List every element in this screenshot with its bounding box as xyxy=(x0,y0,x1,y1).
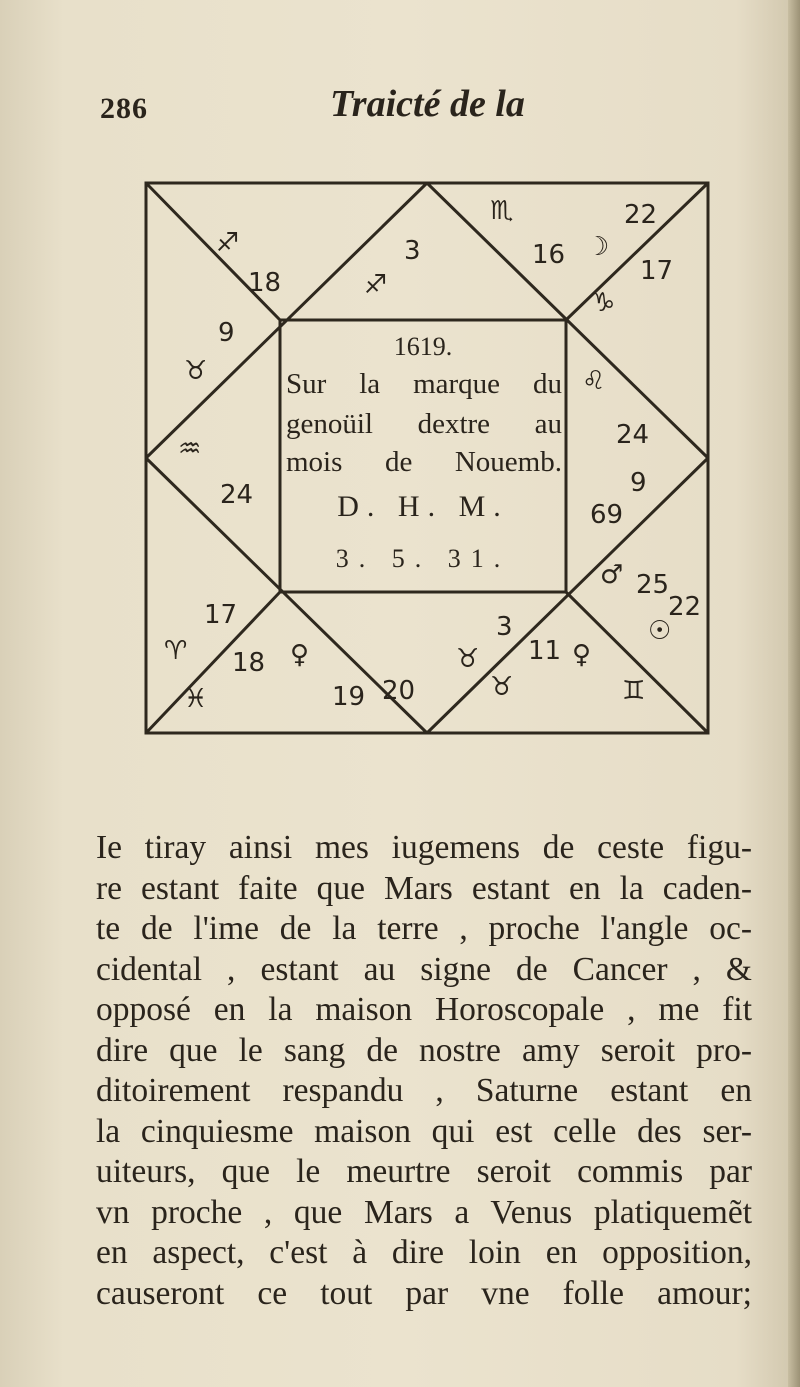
body-line: opposé en la maison Horoscopale , me fit xyxy=(96,991,752,1028)
chart-dhm-values: 3. 5. 31. xyxy=(335,544,511,573)
body-line: re estant faite que Mars estant en la caden- xyxy=(96,869,752,907)
glyph-bottom-center-left-degree-2: 20 xyxy=(382,676,416,706)
body-line: vn proche , que Mars a Venus platiquemẽt xyxy=(96,1193,752,1231)
glyph-bottom-right-corner-sign: ♊ xyxy=(622,676,646,706)
glyph-bottom-center-degree: 3 xyxy=(496,612,513,642)
glyph-right-lower-sign: 69 xyxy=(590,500,624,530)
body-line: Ie tiray ainsi mes iugemens de ceste figu- xyxy=(96,829,752,866)
venus-icon: ♀ xyxy=(290,640,310,670)
chart-center-line: Sur la marque du xyxy=(286,368,562,400)
glyph-corner-tr-degree-2: 17 xyxy=(640,256,674,286)
glyph-top-left-degree: 18 xyxy=(248,268,282,298)
body-line: dire que le sang de nostre amy seroit pro- xyxy=(96,1031,752,1069)
glyph-bottom-center-sign: ♉ xyxy=(456,644,480,674)
body-line: la cinquiesme maison qui est celle des ser- xyxy=(96,1112,752,1150)
glyph-bottom-center-left-degree: 19 xyxy=(332,682,366,712)
glyph-top-left-degree-2: 9 xyxy=(218,318,235,348)
sun-icon: ☉ xyxy=(648,616,672,646)
running-title: Traicté de la xyxy=(330,83,525,125)
glyph-corner-tr-degree: 22 xyxy=(624,200,658,230)
body-line: causeront ce tout par vne folle amour; xyxy=(96,1274,752,1312)
chart-dhm-label: D. H. M. xyxy=(337,490,509,523)
body-line: ditoirement respandu , Saturne estant en xyxy=(96,1072,752,1109)
body-paragraph xyxy=(96,828,752,1314)
venus-icon-2: ♀ xyxy=(572,640,592,670)
glyph-right-lower-degree: 25 xyxy=(636,570,670,600)
glyph-right-upper-sign: ♌ xyxy=(582,366,606,396)
glyph-left-lower-sign: ♈ xyxy=(164,636,188,666)
body-line: te de l'ime de la terre , proche l'angle oc- xyxy=(96,910,752,947)
glyph-right-upper-degree-2: 9 xyxy=(630,468,647,498)
body-line: cidental , estant au signe de Cancer , & xyxy=(96,950,752,988)
diagonal-top-left xyxy=(146,183,280,320)
glyph-bottom-left-degree: 18 xyxy=(232,648,266,678)
page-number: 286 xyxy=(100,92,148,125)
glyph-right-upper-degree: 24 xyxy=(616,420,650,450)
glyph-bottom-left-sign: ♓ xyxy=(184,684,208,714)
moon-icon: ☽ xyxy=(586,232,610,262)
chart-year: 1619. xyxy=(393,332,453,361)
chart-center-box xyxy=(278,318,568,594)
glyph-top-left-sign-2: ♉ xyxy=(184,356,208,386)
glyph-left-upper-sign: ♒ xyxy=(178,434,202,464)
glyph-top-center-sign: ♐ xyxy=(364,270,388,300)
mars-icon: ♂ xyxy=(600,560,624,590)
body-line: en aspect, c'est à dire loin en opposition, xyxy=(96,1234,752,1271)
glyph-top-center-degree: 3 xyxy=(404,236,421,266)
chart-center-line: mois de Nouemb. xyxy=(286,446,562,478)
glyph-left-lower-degree: 17 xyxy=(204,600,238,630)
glyph-top-right-sign: ♏ xyxy=(490,196,514,226)
chart-center-line: genoüil dextre au xyxy=(286,408,562,440)
glyph-bottom-right-degree: 11 xyxy=(528,636,562,666)
glyph-top-right-degree: 16 xyxy=(532,240,566,270)
glyph-corner-tr-sign: ♑ xyxy=(592,288,616,318)
glyph-top-left-sign: ♐ xyxy=(216,228,240,258)
glyph-bottom-right-sign: ♉ xyxy=(490,672,514,702)
glyph-left-upper-degree: 24 xyxy=(220,480,254,510)
body-line: uiteurs, que le meurtre seroit commis par xyxy=(96,1153,752,1190)
glyph-right-lower-degree-2: 22 xyxy=(668,592,702,622)
